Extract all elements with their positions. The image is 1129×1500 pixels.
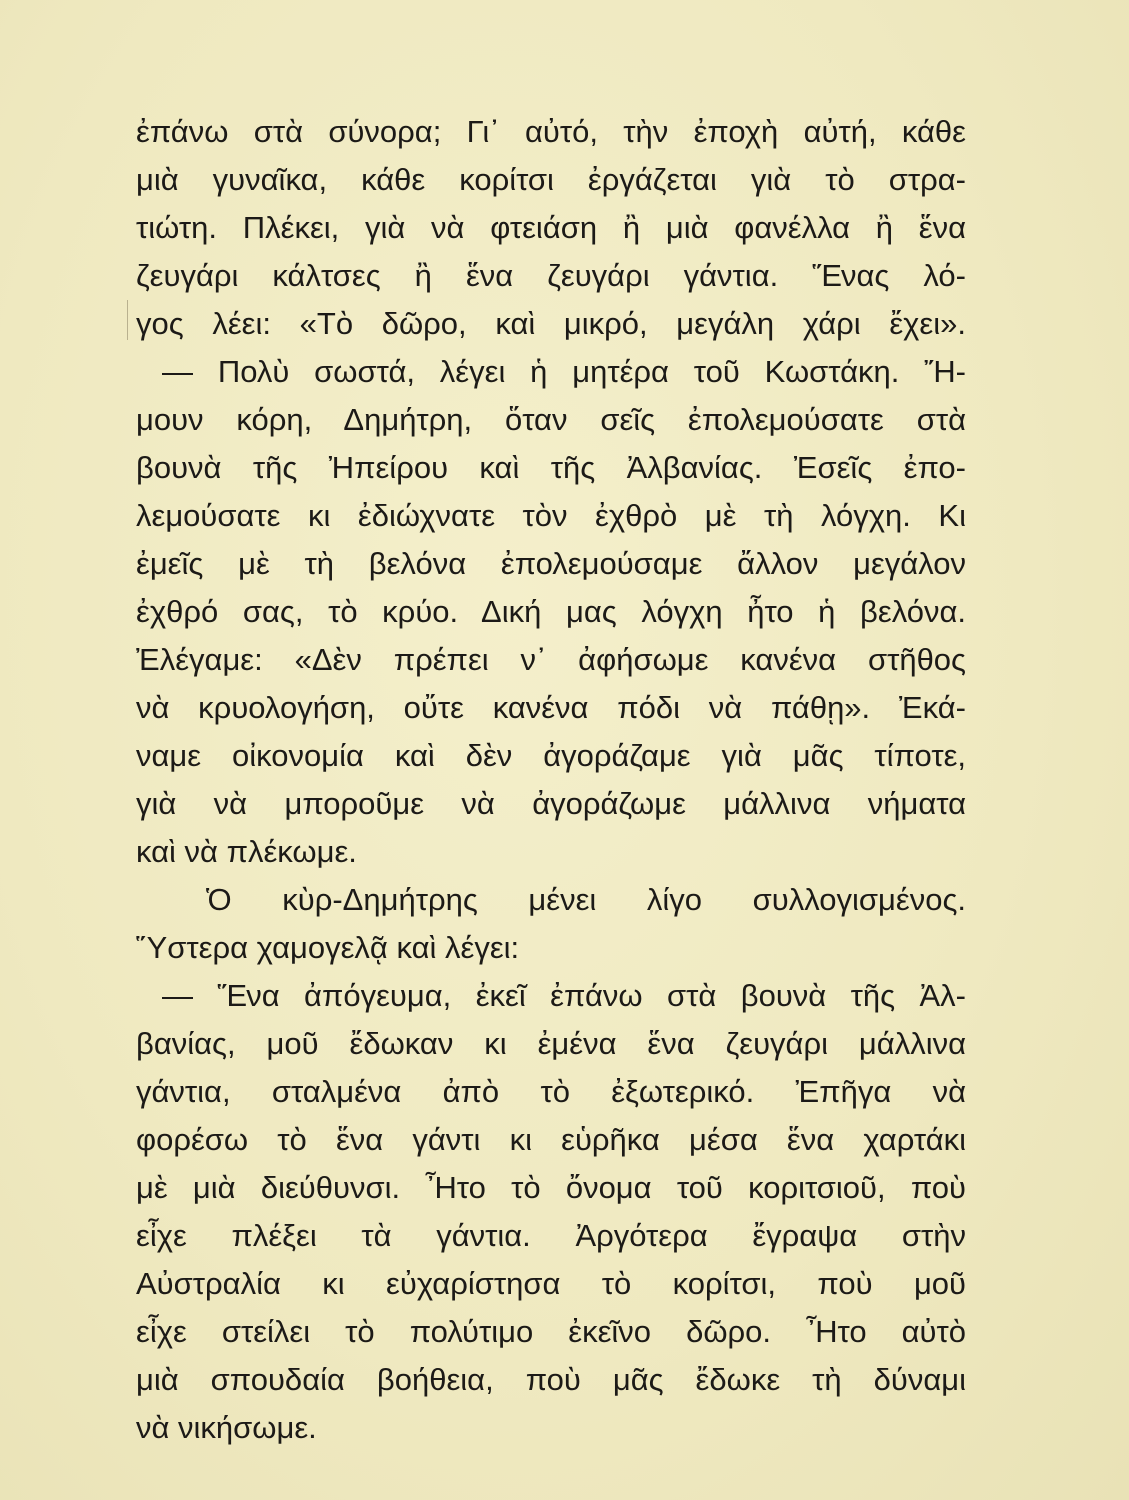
- text-line: βανίας, μοῦ ἔδωκαν κι ἐμένα ἕνα ζευγάρι μάλλινα: [136, 1026, 966, 1061]
- text-line: τιώτη. Πλέκει, γιὰ νὰ φτειάση ἢ μιὰ φανέλλα ἢ ἕνα: [136, 210, 966, 245]
- text-line: μιὰ σπουδαία βοήθεια, ποὺ μᾶς ἔδωκε τὴ δύναμι: [136, 1362, 966, 1397]
- text-line: νὰ κρυολογήση, οὔτε κανένα πόδι νὰ πάθῃ». Ἐκά-: [136, 690, 966, 725]
- text-line: μουν κόρη, Δημήτρη, ὅταν σεῖς ἐπολεμούσατε στὰ: [136, 402, 966, 437]
- text-line: — Πολὺ σωστά, λέγει ἡ μητέρα τοῦ Κωστάκη. Ἤ-: [162, 354, 966, 389]
- text-line: ἐχθρό σας, τὸ κρύο. Δική μας λόγχη ἦτο ἡ βελόνα.: [136, 594, 966, 629]
- text-line: μιὰ γυναῖκα, κάθε κορίτσι ἐργάζεται γιὰ τὸ στρα-: [136, 162, 966, 197]
- text-line: ζευγάρι κάλτσες ἢ ἕνα ζευγάρι γάντια. Ἕνας λό-: [136, 258, 966, 293]
- text-line: εἶχε στείλει τὸ πολύτιμο ἐκεῖνο δῶρο. Ἦτο αὐτὸ: [136, 1314, 966, 1349]
- text-line: Ἐλέγαμε: «Δὲν πρέπει ν᾽ ἀφήσωμε κανένα στῆθος: [136, 642, 966, 677]
- text-line: εἶχε πλέξει τὰ γάντια. Ἀργότερα ἔγραψα στὴν: [136, 1218, 966, 1253]
- text-line: καὶ νὰ πλέκωμε.: [136, 834, 357, 869]
- text-line: ἐπάνω στὰ σύνορα; Γι᾽ αὐτό, τὴν ἐποχὴ αὐτή, κάθε: [136, 114, 966, 149]
- text-line: ναμε οἰκονομία καὶ δὲν ἀγοράζαμε γιὰ μᾶς τίποτε,: [136, 738, 966, 773]
- text-line: ἐμεῖς μὲ τὴ βελόνα ἐπολεμούσαμε ἄλλον μεγάλον: [136, 546, 966, 581]
- margin-mark: [127, 300, 128, 340]
- text-line: μὲ μιὰ διεύθυνσι. Ἦτο τὸ ὄνομα τοῦ κοριτσιοῦ, ποὺ: [136, 1170, 966, 1205]
- text-line: — Ἕνα ἀπόγευμα, ἐκεῖ ἐπάνω στὰ βουνὰ τῆς Ἀλ-: [162, 978, 966, 1013]
- text-line: γιὰ νὰ μποροῦμε νὰ ἀγοράζωμε μάλλινα νήματα: [136, 786, 966, 821]
- text-line: Αὐστραλία κι εὐχαρίστησα τὸ κορίτσι, ποὺ μοῦ: [136, 1266, 966, 1301]
- text-line: λεμούσατε κι ἐδιώχνατε τὸν ἐχθρὸ μὲ τὴ λόγχη. Κι: [136, 498, 966, 533]
- text-line: φορέσω τὸ ἕνα γάντι κι εὑρῆκα μέσα ἕνα χαρτάκι: [136, 1122, 966, 1157]
- text-line: Ὕστερα χαμογελᾷ καὶ λέγει:: [136, 930, 520, 965]
- text-line: νὰ νικήσωμε.: [136, 1410, 317, 1445]
- text-line: γάντια, σταλμένα ἀπὸ τὸ ἐξωτερικό. Ἐπῆγα νὰ: [136, 1074, 966, 1109]
- text-line: γος λέει: «Τὸ δῶρο, καὶ μικρό, μεγάλη χάρι ἔχει».: [136, 306, 966, 341]
- text-line: Ὁ κὺρ-Δημήτρης μένει λίγο συλλογισμένος.: [206, 882, 966, 917]
- text-line: βουνὰ τῆς Ἠπείρου καὶ τῆς Ἀλβανίας. Ἐσεῖς ἐπο-: [136, 450, 966, 485]
